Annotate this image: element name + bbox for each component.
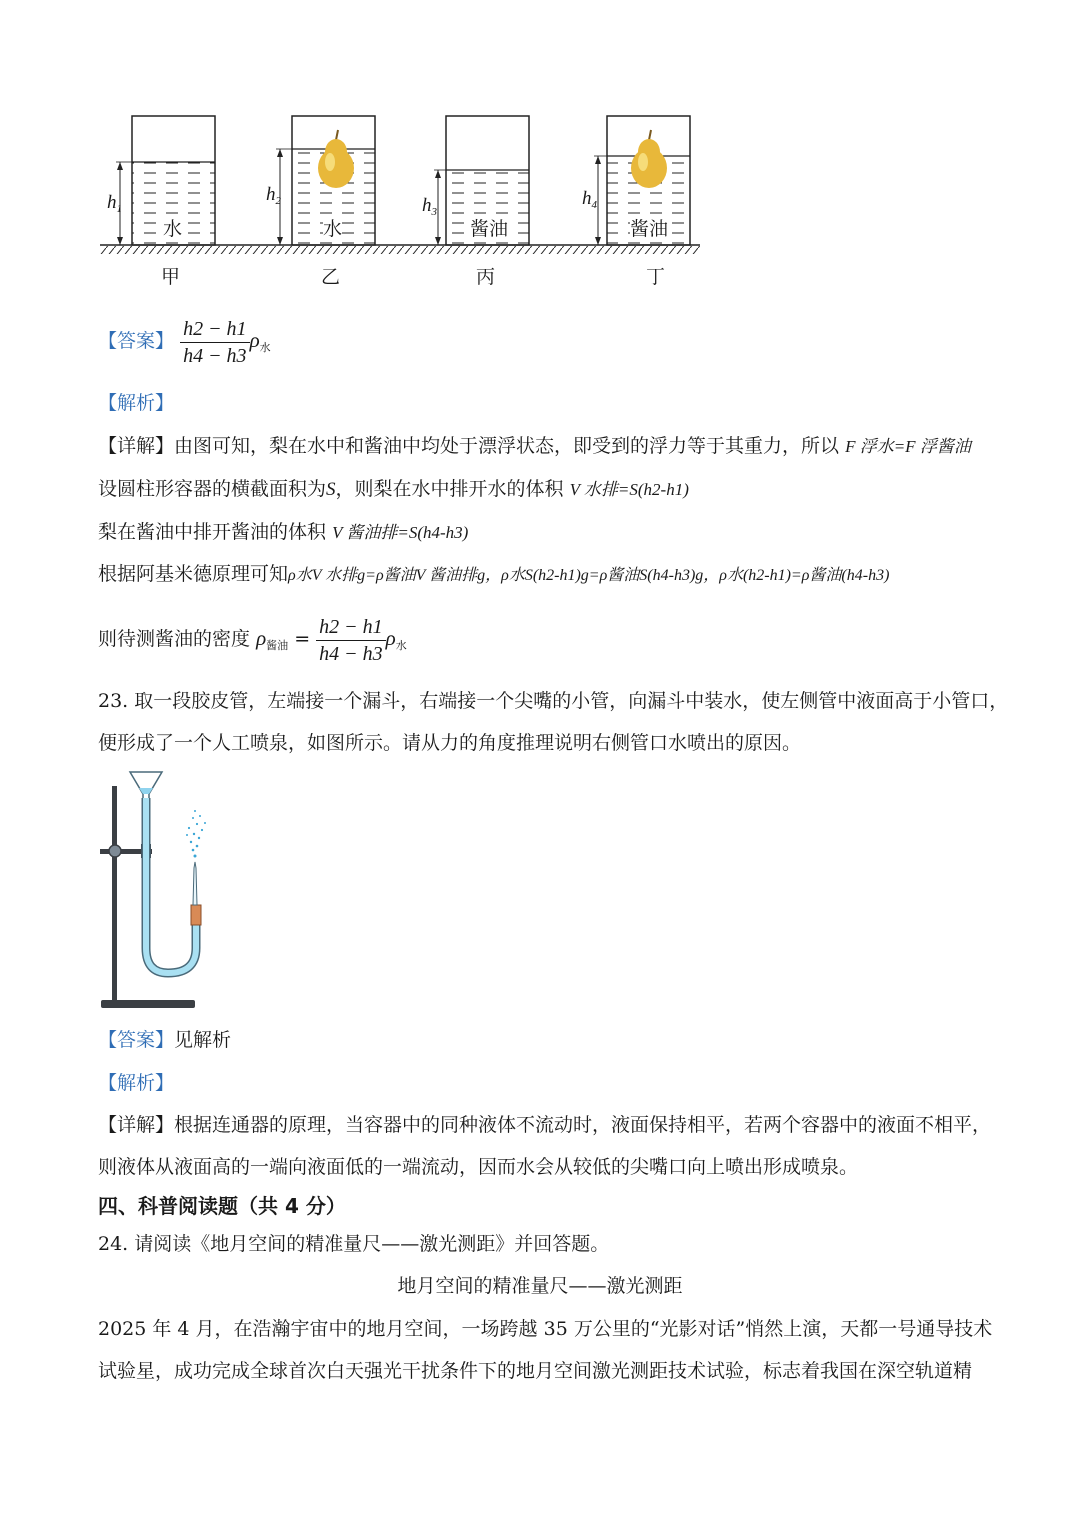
- article-para-1: 2025 年 4 月，在浩瀚宇宙中的地月空间，一场跨越 35 万公里的“光影对话”悄然上演，天都一号通导技术: [98, 1318, 993, 1340]
- fraction-numerator: h2 − h1: [180, 316, 250, 343]
- rho-subscript: 水: [259, 341, 271, 354]
- detail-text: 设圆柱形容器的横截面积为: [98, 478, 327, 500]
- detail-text: 则待测酱油的密度: [98, 628, 251, 650]
- q22-detail-3: [98, 520, 468, 545]
- h2-label: $h_2$: [266, 184, 281, 207]
- detail-text: 梨在酱油中排开酱油的体积: [98, 521, 327, 543]
- h4-label: $h_4$: [582, 188, 597, 211]
- q22-detail-4: [98, 562, 889, 588]
- funnel: [130, 772, 162, 800]
- q23-detail-1: [98, 1113, 991, 1137]
- answer-fraction: [180, 316, 250, 369]
- fraction-denominator: h4 − h3: [183, 344, 247, 367]
- rho-symbol: ρ: [249, 328, 260, 352]
- pear-icon: [318, 130, 354, 188]
- answer-text: 见解析: [174, 1029, 232, 1051]
- h1-label: $h_1$: [107, 192, 122, 215]
- nozzle: [193, 862, 197, 905]
- q23-stem-2: 便形成了一个人工喷泉，如图所示。请从力的角度推理说明右侧管口水喷出的原因。: [98, 732, 802, 754]
- detail-text-b: ，则梨在水中排开水的体积: [335, 478, 564, 500]
- detail-text: 由图可知，梨在水中和酱油中均处于漂浮状态，即受到的浮力等于其重力，所以: [174, 435, 840, 457]
- liquid-label-3: 酱油: [470, 214, 508, 241]
- equals-sign: =: [294, 628, 311, 650]
- rubber-tube: [146, 798, 196, 973]
- containers-figure: [98, 108, 708, 288]
- volume-soy-equation: V 酱油排=S(h4-h3): [332, 523, 469, 542]
- fountain-figure: [98, 768, 218, 1016]
- detail-text: 根据连通器的原理，当容器中的同种液体不流动时，液面保持相平，若两个容器中的液面不相平，: [174, 1114, 992, 1136]
- caption-bing: 丙: [476, 266, 496, 288]
- liquid-label-1: 水: [163, 214, 182, 241]
- caption-yi: 乙: [321, 266, 341, 288]
- answer-tag: 【答案】: [98, 330, 175, 352]
- rho-symbol: ρ: [256, 626, 267, 650]
- h3-label: $h_3$: [422, 195, 437, 218]
- q22-analysis-tag: 【解析】: [98, 392, 175, 414]
- stand-rod: [112, 786, 117, 1006]
- density-fraction: [316, 614, 386, 667]
- buoyancy-equation: F 浮水=F 浮酱油: [845, 437, 971, 456]
- funnel-water: [139, 788, 153, 794]
- rho-subscript: 酱油: [266, 639, 289, 652]
- section-title: 四、科普阅读题（共 4 分）: [98, 1194, 346, 1218]
- fraction-denominator: h4 − h3: [319, 642, 383, 665]
- archimedes-equation: ρ水V 水排g=ρ酱油V 酱油排g，ρ水S(h2-h1)g=ρ酱油S(h4-h3)g，ρ水(h2-h1)=ρ酱油(h4-h3): [288, 567, 890, 584]
- detail-tag: 【详解】: [98, 1114, 175, 1136]
- detail-tag: 【详解】: [98, 435, 175, 457]
- caption-ding: 丁: [646, 266, 666, 288]
- answer-tag: 【答案】: [98, 1029, 175, 1051]
- water-spray-icon: [186, 810, 206, 858]
- article-title: 地月空间的精准量尺——激光测距: [397, 1275, 683, 1297]
- q23-analysis-tag: 【解析】: [98, 1072, 175, 1094]
- caption-jia: 甲: [161, 266, 181, 288]
- liquid-label-4: 酱油: [630, 214, 668, 241]
- stand-base: [101, 1000, 195, 1008]
- pear-icon: [631, 130, 667, 188]
- article-para-2: 试验星，成功完成全球首次白天强光干扰条件下的地月空间激光测距技术试验，标志着我国在深空轨道精: [98, 1360, 973, 1382]
- rho-symbol: ρ: [385, 626, 396, 650]
- tube-connector: [191, 905, 201, 925]
- q22-detail-1: [98, 434, 971, 459]
- q23-answer: [98, 1028, 231, 1052]
- tube-water: [146, 798, 196, 973]
- q22-detail-5: [98, 610, 407, 674]
- ground-hatch: [100, 246, 700, 254]
- liquid-label-2: 水: [323, 214, 342, 241]
- q22-detail-2: 设圆柱形容器的横截面积为S，则梨在水中排开水的体积 V 水排=S(h2-h1): [98, 478, 689, 500]
- fraction-numerator: h2 − h1: [316, 614, 386, 641]
- rho-subscript: 水: [395, 639, 407, 652]
- detail-text: 根据阿基米德原理可知: [98, 563, 289, 585]
- q24-stem: 24. 请阅读《地月空间的精准量尺——激光测距》并回答题。: [98, 1233, 610, 1255]
- volume-water-equation: V 水排=S(h2-h1): [569, 480, 689, 499]
- q23-detail-2: 则液体从液面高的一端向液面低的一端流动，因而水会从较低的尖嘴口向上喷出形成喷泉。: [98, 1156, 859, 1178]
- q23-stem-1: 23. 取一段胶皮管，左端接一个漏斗，右端接一个尖嘴的小管，向漏斗中装水，使左侧管中液面高于小管口，: [98, 690, 1009, 712]
- clamp-knob: [109, 845, 121, 857]
- q22-answer: [98, 313, 271, 375]
